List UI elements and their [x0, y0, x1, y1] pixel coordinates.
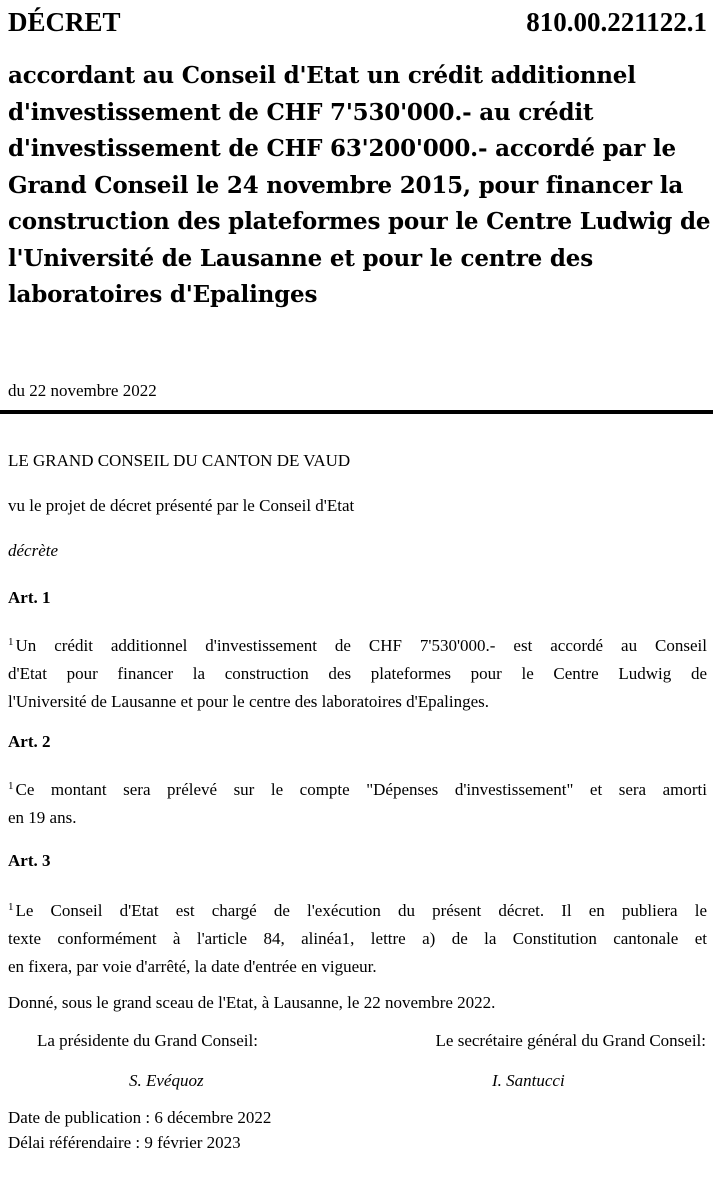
title-line: Grand Conseil le 24 novembre 2015, pour financer la — [8, 171, 684, 199]
paragraph-line: d'Etat pour financer la construction des plateformes pour le Centre Ludwig de — [8, 664, 707, 683]
paragraph-line: texte conformément à l'article 84, alinéa1, lettre a) de la Constitution cantonale et — [8, 929, 707, 948]
decrees-line: décrète — [8, 541, 59, 560]
alinea-number: 1 — [8, 901, 14, 913]
paragraph-line: $^1$ Ce montant sera prélevé sur le compte "Dépenses d'investissement" et sera amorti — [8, 780, 707, 799]
title-line: d'investissement de CHF 7'530'000.- au crédit — [8, 98, 594, 126]
document-number: 810.00.221122.1 — [526, 7, 707, 37]
paragraph-line: $^1$ Le Conseil d'Etat est chargé de l'exécution du présent décret. Il en publiera le — [8, 901, 707, 920]
title-line: d'investissement de CHF 63'200'000.- accordé par le — [8, 135, 676, 162]
paragraph-line: l'Université de Lausanne et pour le centre des laboratoires d'Epalinges. — [8, 692, 490, 711]
paragraph-line: en 19 ans. — [8, 808, 77, 827]
article-2-paragraph — [8, 772, 707, 832]
decree-title — [8, 58, 711, 314]
referendum-deadline: Délai référendaire : 9 février 2023 — [8, 1133, 241, 1152]
publication-date: Date de publication : 6 décembre 2022 — [8, 1108, 272, 1127]
alinea-number: 1 — [8, 780, 14, 792]
article-3-paragraph — [8, 893, 707, 981]
article-3-heading: Art. 3 — [8, 851, 51, 870]
document-type: DÉCRET — [8, 7, 121, 37]
article-1-paragraph — [8, 628, 707, 716]
decree-date: du 22 novembre 2022 — [8, 381, 157, 400]
title-line: laboratoires d'Epalinges — [8, 281, 318, 308]
title-line: construction des plateformes pour le Centre Ludwig de — [8, 208, 711, 235]
preamble-line: vu le projet de décret présenté par le Conseil d'Etat — [8, 496, 355, 515]
title-line: accordant au Conseil d'Etat un crédit additionnel — [8, 62, 636, 89]
article-1-heading: Art. 1 — [8, 588, 51, 607]
article-2-heading: Art. 2 — [8, 732, 51, 751]
president-title: La présidente du Grand Conseil: — [37, 1031, 258, 1050]
secretary-title: Le secrétaire général du Grand Conseil: — [435, 1031, 706, 1050]
alinea-number: 1 — [8, 636, 14, 648]
authority-line: LE GRAND CONSEIL DU CANTON DE VAUD — [8, 451, 351, 470]
president-signature-name: S. Evéquoz — [129, 1071, 204, 1090]
paragraph-line: en fixera, par voie d'arrêté, la date d'entrée en vigueur. — [8, 957, 377, 976]
given-line: Donné, sous le grand sceau de l'Etat, à Lausanne, le 22 novembre 2022. — [8, 993, 496, 1012]
title-line: l'Université de Lausanne et pour le centre des — [8, 244, 593, 272]
paragraph-line: $^1$ Un crédit additionnel d'investissement de CHF 7'530'000.- est accordé au Conseil — [8, 636, 707, 655]
secretary-signature-name: I. Santucci — [492, 1071, 565, 1090]
divider-rule — [0, 410, 713, 414]
